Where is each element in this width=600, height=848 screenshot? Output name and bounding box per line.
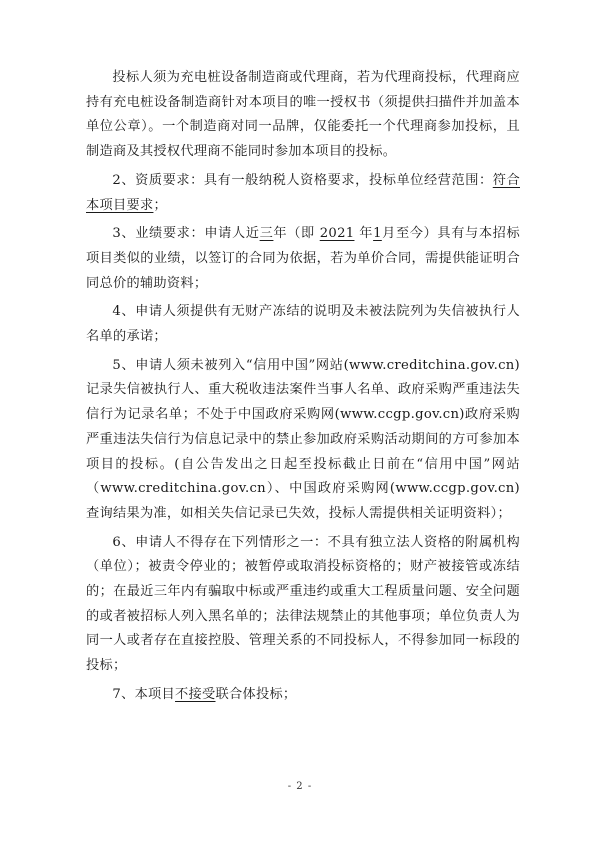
paragraph-performance-requirement [86,222,520,296]
performance-year-underlined: 2021 [319,226,355,242]
performance-text-4: 月至今）具有与本招标项目类似的业绩，以签订的合同为依据，若为单价合同，需提供能证明合同总价的辅助资料； [86,226,520,291]
page-number: - 2 - [287,781,313,792]
paragraph-manufacturer-requirement: 投标人须为充电桩设备制造商或代理商，若为代理商投标，代理商应持有充电桩设备制造商针对本项目的唯一授权书（须提供扫描件并加盖本单位公章）。一个制造商对同一品牌，仅能委托一个代理商参加投标，且制造商及其授权代理商不能同时参加本项目的投标。 [86,70,520,160]
paragraph-prohibited-situations: 6、申请人不得存在下列情形之一：不具有独立法人资格的附属机构（单位）；被责令停业的；被暂停或取消投标资格的；财产被接管或冻结的；在最近三年内有骗取中标或严重违约或重大工程质量问题、安全问题的或者被招标人列入黑名单的；法律法规禁止的其他事项；单位负责人为同一人或者存在直接控股、管理关系的不同投标人，不得参加同一标段的投标； [86,534,520,674]
qualification-scope-underlined: 符合本项目要求 [86,172,520,213]
consortium-suffix: 联合体投标； [215,686,297,702]
consortium-prefix: 7、本项目 [112,686,176,702]
qualification-suffix: ； [153,197,167,213]
consortium-not-accepted-underlined: 不接受 [175,686,216,702]
qualification-label: 2、资质要求：具有一般纳税人资格要求，投标单位经营范围： [112,172,493,188]
performance-month-underlined: 1 [373,226,382,242]
performance-text-3: 年 [354,226,374,242]
performance-years-underlined: 三 [259,226,274,242]
paragraph-qualification-requirement [86,169,520,218]
document-body [86,66,520,712]
paragraph-asset-freeze-statement: 4、申请人须提供有无财产冻结的说明及未被法院列为失信被执行人名单的承诺； [86,304,520,345]
paragraph-credit-record: 5、申请人须未被列入“信用中国”网站(www.creditchina.gov.cn)记录失信被执行人、重大税收违法案件当事人名单、政府采购严重违法失信行为记录名单；不处于中国政府采购网(www.ccgp.gov.cn)政府采购严重违法失信行为信息记录中的禁止参加政府采购活动期间的方可参加本项目的投标。(自公告发出之日起至投标截止日前在“信用中国”网站（www.creditchina.gov.cn）、中国政府采购网(www.ccgp.gov.cn)查询结果为准，如相关失信记录已失效，投标人需提供相关证明资料）； [86,357,520,521]
paragraph-consortium [86,683,520,708]
performance-text-2: 年（即 [273,226,320,242]
performance-text-1: 3、业绩要求：申请人近 [112,226,260,242]
